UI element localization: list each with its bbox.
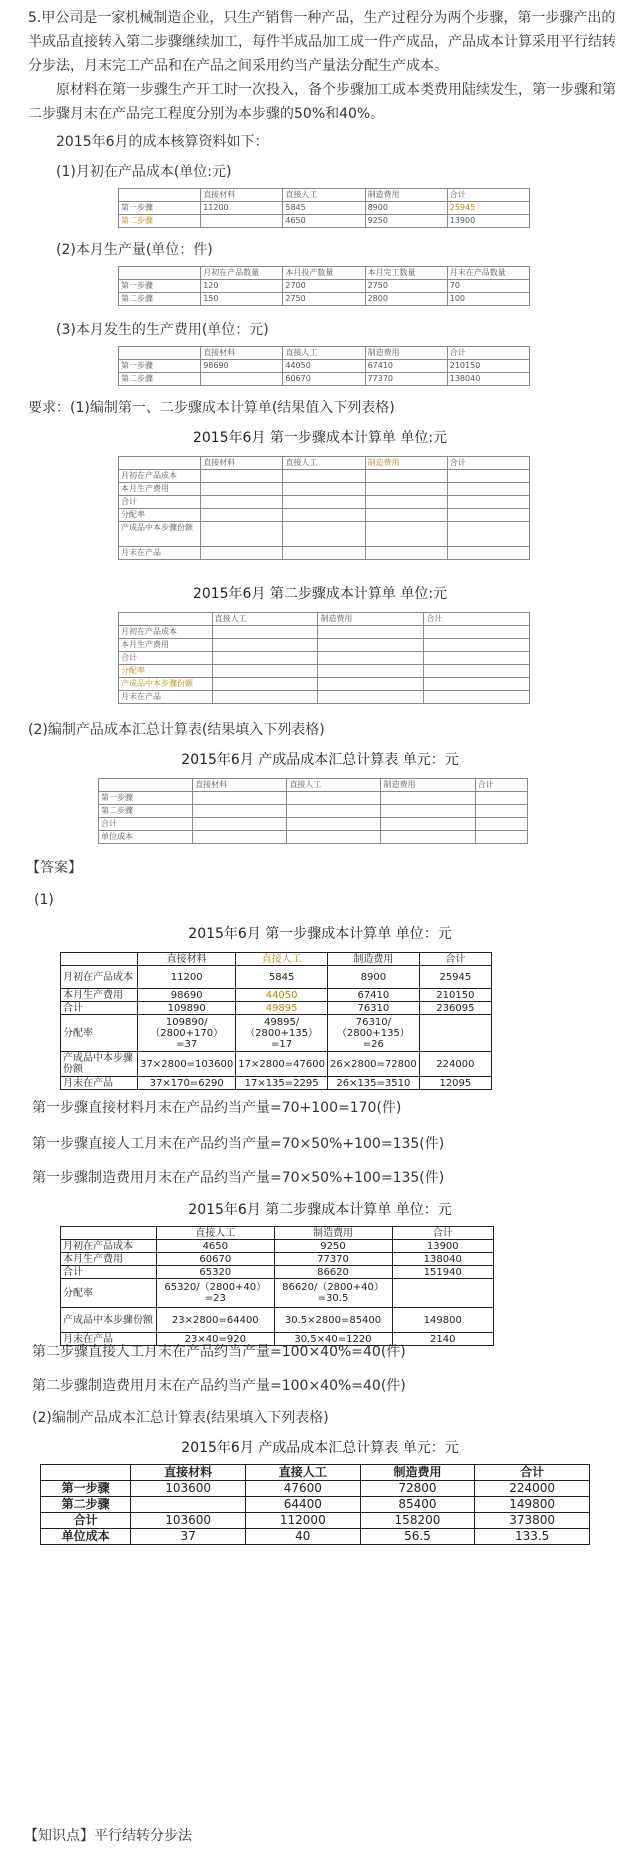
table-header-row: 直接材料 直接人工 制造费用 合计 (119, 347, 530, 360)
table-row: 单位成本 (99, 831, 528, 844)
table-row: 月末在产品 23×40=920 30.5×40=1220 2140 (61, 1333, 494, 1346)
table-header-row: 直接人工 制造费用 合计 (119, 613, 530, 626)
section-2-title: (2)本月生产量(单位：件) (56, 242, 213, 258)
table-row: 第一步骤 120 2700 2750 70 (119, 280, 530, 293)
requirement-2: (2)编制产品成本汇总计算表(结果填入下列表格) (28, 722, 325, 738)
answer-table-2-title: 2015年6月 第二步骤成本计算单 单位：元 (188, 1202, 452, 1218)
knowledge-point (24, 1824, 626, 1848)
answer-table-summary (40, 1464, 590, 1545)
table-row: 第一步骤 98690 44050 67410 210150 (119, 360, 530, 373)
note-5: 第二步骤制造费用月末在产品约当产量=100×40%=40(件) (32, 1378, 406, 1394)
answer-label: 【答案】 (26, 860, 82, 876)
blank-table-step2 (118, 612, 530, 704)
table-row: 第二步骤 150 2750 2800 100 (119, 293, 530, 306)
table-row: 合计 109890 49895 76310 236095 (61, 1002, 492, 1015)
table-header-row: 直接材料 直接人工 制造费用 合计 (99, 779, 528, 792)
note-1: 第一步骤直接材料月末在产品约当产量=70+100=170(件) (32, 1100, 402, 1116)
table-row: 月初在产品成本 (119, 470, 530, 483)
answer-part-2: (2)编制产品成本汇总计算表(结果填入下列表格) (32, 1410, 329, 1426)
table-row: 合计 (99, 818, 528, 831)
blank-table-step1 (118, 456, 530, 560)
section-3-title: (3)本月发生的生产费用(单位：元) (56, 322, 269, 338)
table-initial-wip-cost (118, 188, 530, 228)
table-row: 单位成本 37 40 56.5 133.5 (41, 1529, 590, 1545)
blank-table-2-title: 2015年6月 第二步骤成本计算单 单位:元 (192, 586, 448, 602)
table-row: 月末在产品 (119, 691, 530, 704)
answer-table-1-title: 2015年6月 第一步骤成本计算单 单位：元 (188, 926, 452, 942)
problem-paragraph-1: 5.甲公司是一家机械制造企业，只生产销售一种产品，生产过程分为两个步骤，第一步骤产出的半成品直接转入第二步骤继续加工，每件半成品加工成一件产成品，产品成本计算采用平行结转分步法，月末完工产品和在产品之间采用约当产量法分配生产成本。 (28, 10, 616, 74)
section-1-title: (1)月初在产品成本(单位:元) (56, 164, 232, 180)
knowledge-point-label: 【知识点】 (24, 1828, 94, 1844)
blank-table-1-title: 2015年6月 第一步骤成本计算单 单位:元 (192, 430, 448, 446)
table-row: 产成品中本步骤份额 37×2800=103600 17×2800=47600 26×2800=72800 224000 (61, 1052, 492, 1077)
table-row: 月初在产品成本 4650 9250 13900 (61, 1240, 494, 1253)
requirement-1: 要求：(1)编制第一、二步骤成本计算单(结果值入下列表格) (28, 400, 395, 416)
problem-paragraph-3: 2015年6月的成本核算资料如下： (56, 134, 269, 150)
table-production-quantity (118, 266, 530, 306)
table-row: 产成品中本步骤份额 (119, 678, 530, 691)
table-row: 第一步骤 103600 47600 72800 224000 (41, 1481, 590, 1497)
table-row: 第二步骤 60670 77370 138040 (119, 373, 530, 386)
table-header-row: 月初在产品数量 本月投产数量 本月完工数量 月末在产品数量 (119, 267, 530, 280)
answer-table-3-title: 2015年6月 产成品成本汇总计算表 单元：元 (181, 1440, 459, 1456)
answer-table-step1 (60, 952, 492, 1090)
table-row: 月初在产品成本 (119, 626, 530, 639)
knowledge-point-text: 平行结转分步法 (94, 1828, 192, 1844)
table-row: 合计 (119, 652, 530, 665)
table-production-expenses (118, 346, 530, 386)
note-2: 第一步骤直接人工月末在产品约当产量=70×50%+100=135(件) (32, 1136, 445, 1152)
table-row: 分配率 65320/（2800+40）=23 86620/（2800+40）=30.5 (61, 1279, 494, 1308)
problem-paragraph-2: 原材料在第一步骤生产开工时一次投入，备个步骤加工成本类费用陆续发生，第一步骤和第二步骤月末在产品完工程度分别为本步骤的50%和40%。 (28, 82, 616, 122)
table-row: 本月生产费用 98690 44050 67410 210150 (61, 989, 492, 1002)
table-header-row: 直接材料 直接人工 制造费用 合计 (119, 189, 530, 202)
table-header-row: 直接人工 制造费用 合计 (61, 1227, 494, 1240)
table-row: 合计 (119, 496, 530, 509)
table-row: 产成品中本步骤份额 23×2800=64400 30.5×2800=85400 149800 (61, 1308, 494, 1333)
blank-table-summary (98, 778, 528, 844)
table-row: 合计 103600 112000 158200 373800 (41, 1513, 590, 1529)
note-4: 第二步骤直接人工月末在产品约当产量=100×40%=40(件) (32, 1344, 406, 1360)
table-row: 月末在产品 (119, 547, 530, 560)
table-row: 本月生产费用 60670 77370 138040 (61, 1253, 494, 1266)
table-row: 第一步骤 (99, 792, 528, 805)
table-row: 第二步骤 (99, 805, 528, 818)
table-row: 月末在产品 37×170=6290 17×135=2295 26×135=3510 12095 (61, 1077, 492, 1090)
table-row: 本月生产费用 (119, 639, 530, 652)
table-header-row: 直接材料 直接人工 制造费用 合计 (119, 457, 530, 470)
table-row: 分配率 109890/（2800+170）=37 49895/（2800+135）=17 76310/（2800+135）=26 (61, 1015, 492, 1052)
table-row: 第二步骤 64400 85400 149800 (41, 1497, 590, 1513)
table-row: 分配率 (119, 665, 530, 678)
table-header-row: 直接材料 直接人工 制造费用 合计 (61, 953, 492, 966)
table-row: 产成品中本步骤份额 (119, 522, 530, 547)
answer-part-1: (1) (34, 892, 54, 908)
table-row: 分配率 (119, 509, 530, 522)
table-row: 第一步骤 11200 5845 8900 25945 (119, 202, 530, 215)
note-3: 第一步骤制造费用月末在产品约当产量=70×50%+100=135(件) (32, 1170, 445, 1186)
table-row: 本月生产费用 (119, 483, 530, 496)
table-row: 月初在产品成本 11200 5845 8900 25945 (61, 966, 492, 989)
table-header-row: 直接材料 直接人工 制造费用 合计 (41, 1465, 590, 1481)
table-row: 第二步骤 4650 9250 13900 (119, 215, 530, 228)
answer-table-step2 (60, 1226, 494, 1346)
blank-table-3-title: 2015年6月 产成品成本汇总计算表 单元：元 (181, 752, 459, 768)
table-row: 合计 65320 86620 151940 (61, 1266, 494, 1279)
